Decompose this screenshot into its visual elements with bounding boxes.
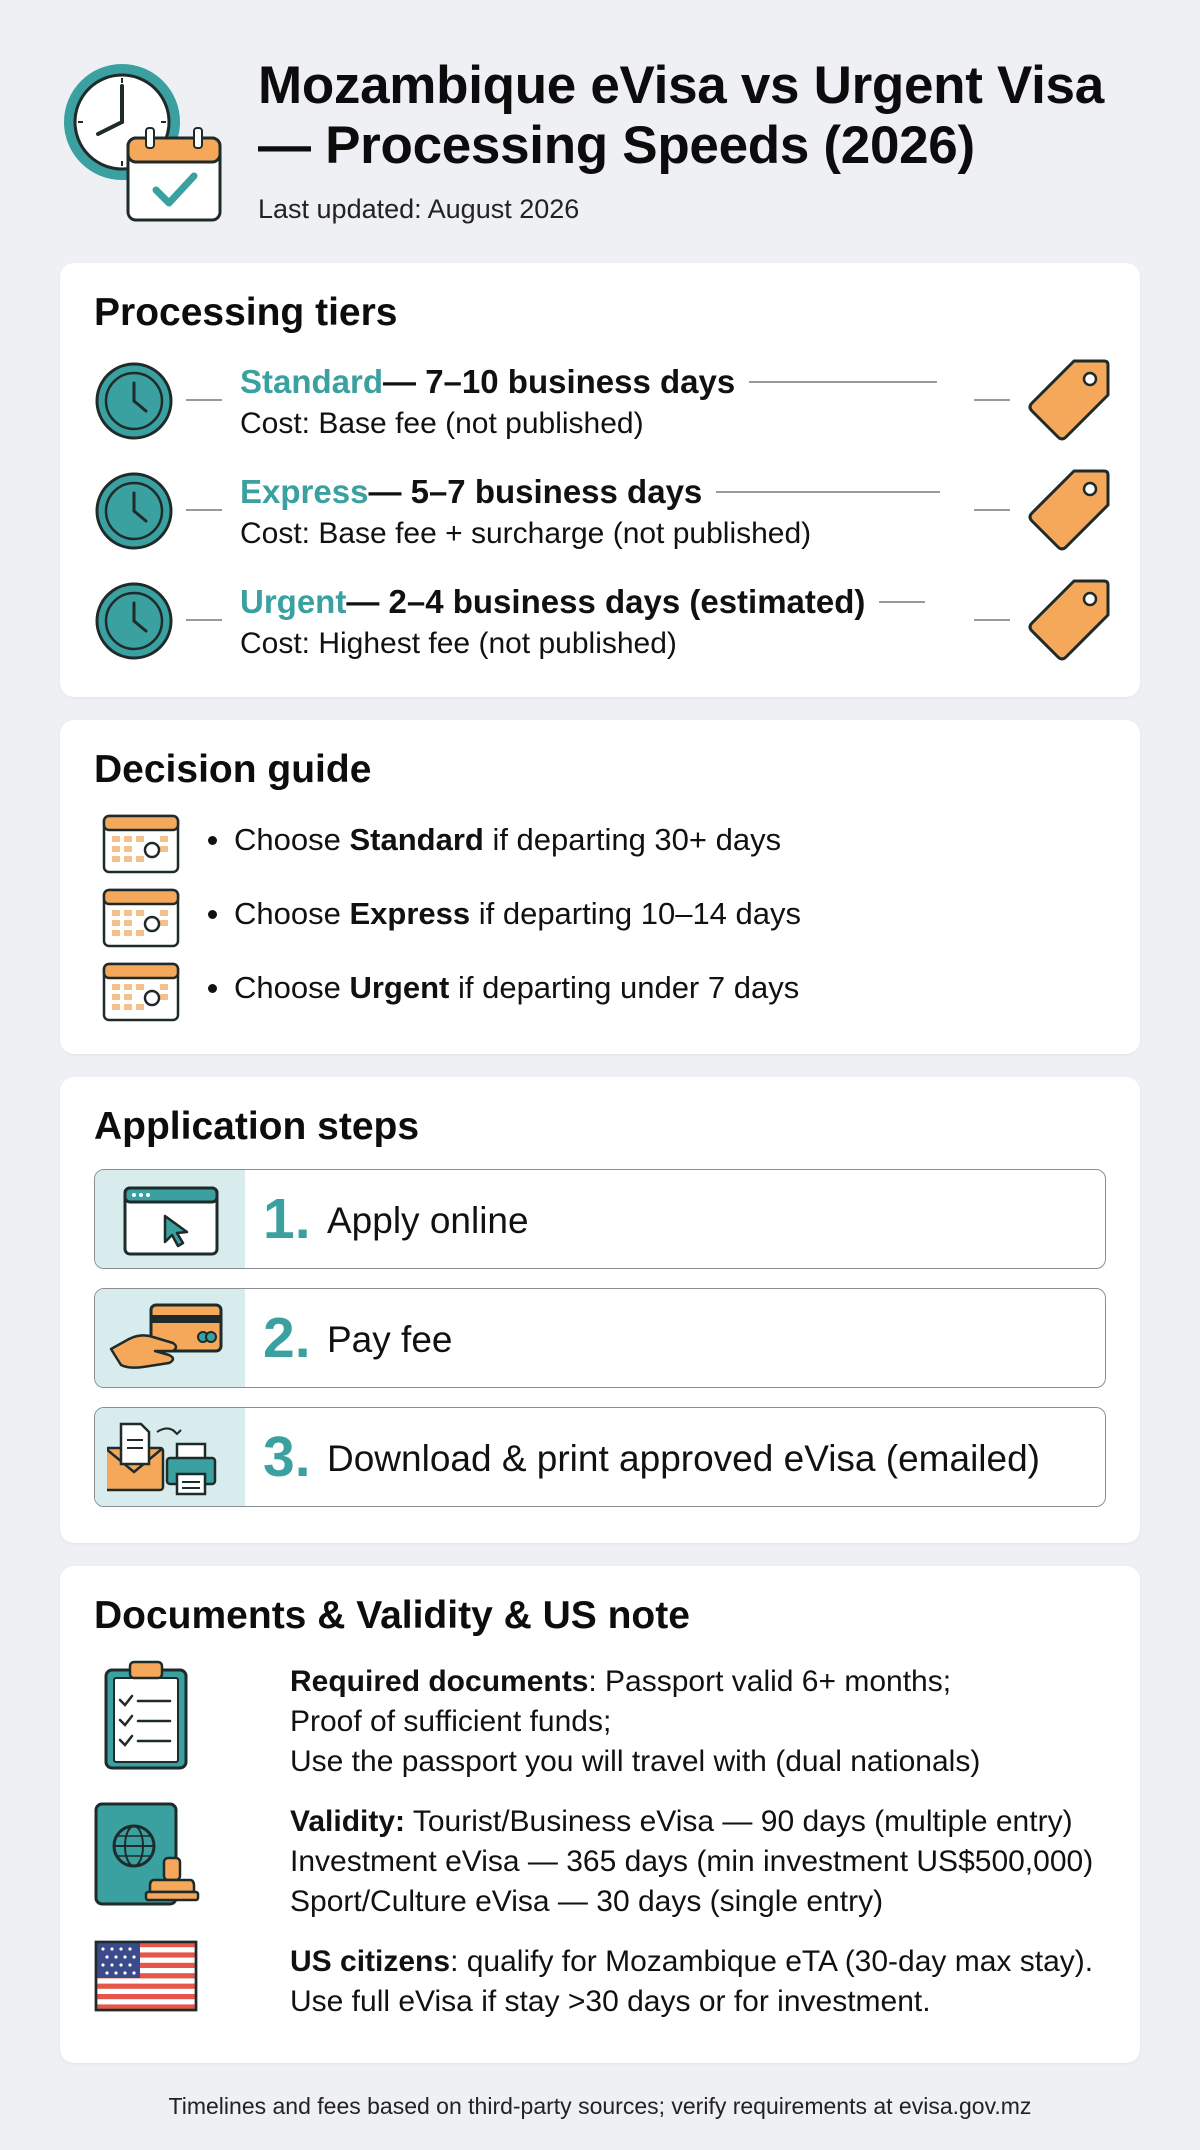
tier-express [94,465,1106,555]
tier-name: Express [240,473,369,510]
tier-time: — 5–7 business days [368,473,703,510]
validity-line-3: Sport/Culture eVisa — 30 days (single entry) [290,1885,884,1918]
us-citizens-text [290,1942,1093,2022]
step-icon-box [95,1408,245,1506]
title-line-2: — Processing Speeds (2026) [258,116,975,175]
card-payment-icon [107,1299,232,1379]
price-tag-icon [1028,467,1110,553]
decision-item-urgent [102,958,1102,1024]
step-label: Pay fee [327,1319,453,1360]
step-icon-box [95,1170,245,1268]
us-citizens-label: US citizens [290,1945,451,1978]
application-steps-card [60,1077,1140,1543]
connector-line [974,399,1010,401]
decision-text [234,896,801,932]
connector-line [716,491,940,493]
required-documents-text [290,1662,980,1782]
required-line-1: : Passport valid 6+ months; [588,1665,952,1698]
decision-tier: Express [349,896,471,931]
decision-text [234,970,799,1006]
validity-text [290,1802,1093,1922]
tier-heading [240,583,925,621]
tier-name: Urgent [240,583,347,620]
us-flag-icon [94,1940,198,2012]
clipboard-checklist-icon [100,1660,200,1772]
required-documents-label: Required documents [290,1665,589,1698]
tier-heading [240,473,940,511]
us-line-2: Use full eVisa if stay >30 days or for investment. [290,1985,931,2018]
clock-icon [94,361,174,441]
connector-line [974,509,1010,511]
price-tag-icon [1028,357,1110,443]
calendar-icon [102,958,180,1022]
decision-prefix: Choose [234,822,350,857]
footer-disclaimer: Timelines and fees based on third-party sources; verify requirements at evisa.gov.mz [168,2093,1032,2119]
connector-line [879,601,925,603]
connector-line [974,619,1010,621]
required-line-3: Use the passport you will travel with (dual nationals) [290,1745,981,1778]
documents-validity-card [60,1566,1140,2063]
decision-tier: Standard [349,822,484,857]
tier-urgent [94,575,1106,665]
step-number: 1. [263,1187,311,1251]
tier-cost: Cost: Highest fee (not published) [240,627,677,660]
step-pay-fee [94,1288,1106,1388]
tier-time: — 7–10 business days [383,363,736,400]
tier-cost: Cost: Base fee + surcharge (not published) [240,517,812,550]
step-number: 2. [263,1306,311,1370]
calendar-icon [102,884,180,948]
step-label: Apply online [327,1200,529,1241]
header [58,56,1158,236]
connector-line [749,381,937,383]
clock-icon [94,471,174,551]
bullet [208,910,217,919]
step-label: Download & print approved eVisa (emailed) [327,1438,1040,1479]
tier-standard [94,355,1106,445]
required-line-2: Proof of sufficient funds; [290,1705,612,1738]
decision-prefix: Choose [234,896,350,931]
calendar-icon [102,810,180,874]
browser-cursor-icon [107,1180,232,1260]
tier-time: — 2–4 business days (estimated) [346,583,866,620]
validity-line-1: Tourist/Business eVisa — 90 days (multiple entry) [405,1805,1073,1838]
decision-suffix: if departing under 7 days [449,970,800,1005]
price-tag-icon [1028,577,1110,663]
tier-heading [240,363,937,401]
decision-guide-card [60,720,1140,1054]
processing-tiers-card [60,263,1140,697]
clock-icon [94,581,174,661]
decision-text [234,822,781,858]
connector-line [186,509,222,511]
section-title: Processing tiers [94,291,398,334]
mail-printer-icon [107,1418,237,1500]
section-title: Application steps [94,1105,420,1148]
tier-name: Standard [240,363,384,400]
step-apply-online [94,1169,1106,1269]
step-download-print [94,1407,1106,1507]
connector-line [186,399,222,401]
last-updated: Last updated: August 2026 [258,194,580,224]
section-title: Decision guide [94,748,372,791]
section-title: Documents & Validity & US note [94,1594,690,1637]
title-line-1: Mozambique eVisa vs Urgent Visa [258,56,1104,115]
decision-suffix: if departing 30+ days [483,822,782,857]
validity-line-2: Investment eVisa — 365 days (min investment US$500,000) [290,1845,1094,1878]
validity-label: Validity: [290,1805,406,1838]
clock-calendar-check-icon [58,58,228,228]
decision-item-express [102,884,1102,950]
connector-line [186,619,222,621]
passport-stamp-icon [94,1800,204,1910]
step-icon-box [95,1289,245,1387]
decision-item-standard [102,810,1102,876]
page-title [258,56,1178,176]
decision-tier: Urgent [349,970,450,1005]
step-number: 3. [263,1425,311,1489]
bullet [208,984,217,993]
decision-suffix: if departing 10–14 days [470,896,802,931]
us-line-1: : qualify for Mozambique eTA (30-day max stay). [450,1945,1094,1978]
tier-cost: Cost: Base fee (not published) [240,407,644,440]
decision-prefix: Choose [234,970,350,1005]
bullet [208,836,217,845]
